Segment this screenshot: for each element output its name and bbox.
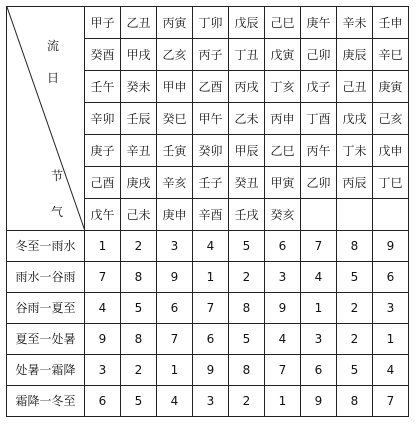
ganzhi-cell: 丁卯	[193, 7, 229, 39]
ganzhi-cell: 壬寅	[157, 135, 193, 167]
ganzhi-cell: 丙辰	[337, 167, 373, 199]
solar-term-label: 雨水一谷雨	[7, 262, 85, 293]
number-cell: 8	[121, 324, 157, 355]
ganzhi-cell: 甲午	[193, 103, 229, 135]
number-cell: 5	[121, 293, 157, 324]
ganzhi-cell: 辛未	[337, 7, 373, 39]
ganzhi-cell: 己未	[121, 199, 157, 231]
number-cell: 9	[373, 231, 409, 262]
number-cell: 8	[229, 293, 265, 324]
number-cell: 7	[157, 324, 193, 355]
ganzhi-table	[6, 6, 409, 417]
number-cell: 7	[373, 386, 409, 417]
number-cell: 9	[193, 355, 229, 386]
corner-label-qi: 气	[51, 205, 64, 219]
number-cell: 2	[337, 324, 373, 355]
ganzhi-cell: 庚子	[85, 135, 121, 167]
corner-label-jie: 节	[51, 169, 64, 183]
ganzhi-cell: 癸卯	[193, 135, 229, 167]
solar-term-row	[7, 262, 409, 293]
number-cell: 2	[229, 262, 265, 293]
number-cell: 5	[229, 231, 265, 262]
ganzhi-cell: 癸巳	[157, 103, 193, 135]
ganzhi-cell: 丙戌	[229, 71, 265, 103]
ganzhi-cell: 戊寅	[265, 39, 301, 71]
number-cell: 6	[301, 355, 337, 386]
ganzhi-cell: 庚申	[157, 199, 193, 231]
ganzhi-cell: 庚戌	[121, 167, 157, 199]
ganzhi-cell	[301, 199, 337, 231]
number-cell: 3	[373, 293, 409, 324]
number-cell: 5	[229, 324, 265, 355]
solar-term-row	[7, 231, 409, 262]
number-cell: 3	[157, 231, 193, 262]
ganzhi-cell: 己丑	[337, 71, 373, 103]
number-cell: 5	[121, 386, 157, 417]
number-cell: 1	[373, 324, 409, 355]
number-cell: 4	[157, 386, 193, 417]
number-cell: 7	[265, 355, 301, 386]
number-cell: 3	[85, 355, 121, 386]
ganzhi-cell: 庚午	[301, 7, 337, 39]
number-cell: 1	[157, 355, 193, 386]
solar-term-label: 谷雨一夏至	[7, 293, 85, 324]
ganzhi-cell: 己酉	[85, 167, 121, 199]
number-cell: 8	[121, 262, 157, 293]
diagonal-divider	[7, 7, 85, 231]
ganzhi-cell: 戊申	[373, 135, 409, 167]
ganzhi-cell: 庚寅	[373, 71, 409, 103]
number-cell: 7	[193, 293, 229, 324]
ganzhi-cell: 丁巳	[373, 167, 409, 199]
ganzhi-cell: 辛亥	[157, 167, 193, 199]
ganzhi-cell: 乙酉	[193, 71, 229, 103]
ganzhi-cell: 丁丑	[229, 39, 265, 71]
ganzhi-cell: 辛丑	[121, 135, 157, 167]
solar-term-row	[7, 355, 409, 386]
number-cell: 3	[193, 386, 229, 417]
solar-term-row	[7, 324, 409, 355]
ganzhi-cell: 戊子	[301, 71, 337, 103]
ganzhi-cell: 己亥	[373, 103, 409, 135]
ganzhi-cell: 丁未	[337, 135, 373, 167]
number-cell: 7	[85, 262, 121, 293]
number-cell: 1	[265, 386, 301, 417]
number-cell: 4	[301, 262, 337, 293]
solar-term-label: 霜降一冬至	[7, 386, 85, 417]
ganzhi-cell: 甲申	[157, 71, 193, 103]
number-cell: 9	[85, 324, 121, 355]
number-cell: 8	[337, 231, 373, 262]
ganzhi-cell: 癸未	[121, 71, 157, 103]
ganzhi-cell: 辛巳	[373, 39, 409, 71]
ganzhi-cell: 丙子	[193, 39, 229, 71]
number-cell: 5	[337, 355, 373, 386]
ganzhi-cell: 甲寅	[265, 167, 301, 199]
number-cell: 8	[337, 386, 373, 417]
number-cell: 4	[193, 231, 229, 262]
ganzhi-cell: 乙亥	[157, 39, 193, 71]
number-cell: 5	[337, 262, 373, 293]
corner-label-liu: 流	[47, 39, 60, 53]
solar-term-row	[7, 386, 409, 417]
number-cell: 6	[157, 293, 193, 324]
number-cell: 2	[121, 355, 157, 386]
ganzhi-cell: 壬戌	[229, 199, 265, 231]
number-cell: 6	[265, 231, 301, 262]
number-cell: 2	[229, 386, 265, 417]
ganzhi-cell: 乙巳	[265, 135, 301, 167]
ganzhi-cell: 乙未	[229, 103, 265, 135]
number-cell: 2	[337, 293, 373, 324]
ganzhi-cell: 壬辰	[121, 103, 157, 135]
ganzhi-cell: 辛酉	[193, 199, 229, 231]
number-cell: 6	[193, 324, 229, 355]
ganzhi-cell: 己卯	[301, 39, 337, 71]
ganzhi-cell: 庚辰	[337, 39, 373, 71]
ganzhi-cell: 甲戌	[121, 39, 157, 71]
ganzhi-cell: 戊午	[85, 199, 121, 231]
number-cell: 4	[85, 293, 121, 324]
ganzhi-row	[7, 7, 409, 39]
ganzhi-cell: 戊戌	[337, 103, 373, 135]
number-cell: 2	[121, 231, 157, 262]
ganzhi-cell: 甲辰	[229, 135, 265, 167]
ganzhi-cell	[373, 199, 409, 231]
solar-term-row	[7, 293, 409, 324]
ganzhi-cell: 戊辰	[229, 7, 265, 39]
number-cell: 1	[301, 293, 337, 324]
number-cell: 7	[301, 231, 337, 262]
ganzhi-cell: 癸酉	[85, 39, 121, 71]
ganzhi-cell: 丁亥	[265, 71, 301, 103]
corner-header-cell	[7, 7, 85, 231]
ganzhi-cell	[337, 199, 373, 231]
number-cell: 1	[193, 262, 229, 293]
solar-term-label: 处暑一霜降	[7, 355, 85, 386]
ganzhi-cell: 壬午	[85, 71, 121, 103]
solar-term-label: 夏至一处暑	[7, 324, 85, 355]
number-cell: 1	[85, 231, 121, 262]
ganzhi-cell: 丁酉	[301, 103, 337, 135]
ganzhi-cell: 壬申	[373, 7, 409, 39]
solar-term-label: 冬至一雨水	[7, 231, 85, 262]
ganzhi-cell: 乙卯	[301, 167, 337, 199]
number-cell: 3	[265, 262, 301, 293]
number-cell: 8	[229, 355, 265, 386]
number-cell: 4	[265, 324, 301, 355]
number-cell: 4	[373, 355, 409, 386]
ganzhi-cell: 乙丑	[121, 7, 157, 39]
number-cell: 9	[265, 293, 301, 324]
ganzhi-cell: 甲子	[85, 7, 121, 39]
ganzhi-cell: 辛卯	[85, 103, 121, 135]
number-cell: 6	[85, 386, 121, 417]
ganzhi-cell: 壬子	[193, 167, 229, 199]
number-cell: 9	[157, 262, 193, 293]
ganzhi-cell: 癸丑	[229, 167, 265, 199]
corner-label-ri: 日	[47, 71, 60, 85]
number-cell: 6	[373, 262, 409, 293]
ganzhi-cell: 丙申	[265, 103, 301, 135]
ganzhi-cell: 丙午	[301, 135, 337, 167]
table-body	[7, 7, 409, 417]
number-cell: 3	[301, 324, 337, 355]
ganzhi-cell: 丙寅	[157, 7, 193, 39]
ganzhi-cell: 己巳	[265, 7, 301, 39]
ganzhi-cell: 癸亥	[265, 199, 301, 231]
number-cell: 9	[301, 386, 337, 417]
